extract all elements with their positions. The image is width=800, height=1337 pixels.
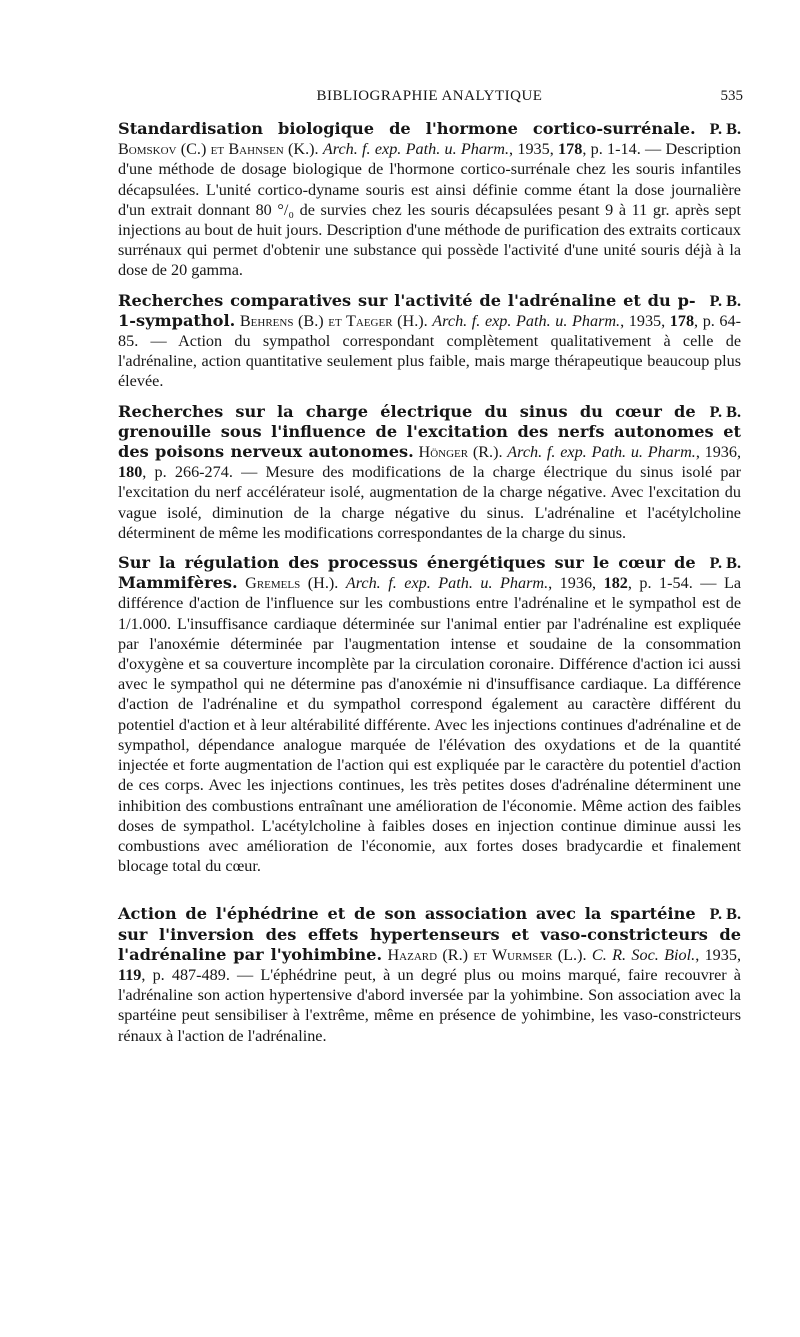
page-number: 535 [720,88,743,104]
bibliography-entry [118,553,741,876]
entry-journal: Arch. f. exp. Path. u. Pharm. [345,574,549,593]
bibliography-entry [118,291,741,392]
entry-title: Sur la régulation des processus énergétiques sur le cœur de Mammifères. [118,553,696,593]
entry-pages: , p. 64-85. [118,311,741,351]
entry-journal: Arch. f. exp. Path. u. Pharm. [432,311,621,330]
entry-abstract: — Description d'une méthode de dosage biologique de l'hormone cortico-surrénale chez les souris infantiles décapsulées. L'unité cortico-dyname souris est ainsi définie comme étant la dose journalière d'un extrait donnant 80 °/₀ de survies chez les souris décapsulées pesant 9 à 11 gr. après sept injections au bout de huit jours. Description d'une méthode de purification des extraits corticaux surrénaux qui permet d'obtenir une substance qui possède l'activité d'une unité souris déjà à la dose de 20 gamma. [118,140,742,280]
entry-year: , 1935, [509,140,559,159]
entry-title: Recherches sur la charge électrique du sinus du cœur de grenouille sous l'influence de l'excitation des nerfs autonomes et des poisons nerveux autonomes. [118,401,741,462]
entry-authors: Gremels (H.). [245,574,339,593]
entry-journal: C. R. Soc. Biol. [591,945,696,964]
entry-pages: , p. 487-489. [141,965,230,984]
entry-authors: Hazard (R.) et Wurmser (L.). [387,945,587,964]
bibliography-entry [118,402,741,543]
entry-title: Action de l'éphédrine et de son association avec la spartéine sur l'inversion des effets hypertenseurs et vaso-constricteurs de l'adrénaline par l'yohimbine. [118,904,741,964]
entry-signature: P. B. [709,291,741,310]
running-head [118,88,741,110]
entry-signature: P. B. [709,905,741,924]
entry-title: Standardisation biologique de l'hormone cortico-surrénale. [118,119,696,138]
entry-journal: Arch. f. exp. Path. u. Pharm. [322,140,510,159]
entry-volume: 178 [669,311,695,330]
entry-pages: , p. 1-54. [627,574,693,593]
entry-volume: 119 [118,965,142,984]
entry-signature: P. B. [709,120,741,138]
entry-volume: 178 [558,140,583,159]
entry-year: , 1936, [695,443,742,462]
bibliography-entry [118,119,741,281]
entry-volume: 182 [603,574,628,593]
entry-volume: 180 [118,463,143,482]
entry-title: Recherches comparatives sur l'activité de l'adrénaline et du p-1-sympathol. [118,290,696,330]
entry-abstract: — Action du sympathol correspondant complètement qualitativement à celle de l'adrénaline, action quantitative seulement plus faible, mais marge thérapeutique beaucoup plus élevée. [118,332,741,391]
entry-signature: P. B. [709,554,741,573]
entry-abstract: — Mesure des modifications de la charge électrique du sinus isolé par l'excitation du nerf accélérateur isolé, augmentation de la charge négative. Avec l'excitation du vague isolé, diminution de la charge négative du sinus. L'adrénaline et l'acétylcholine déterminent de même les modifications correspondantes de la charge du sinus. [118,463,742,542]
running-title: BIBLIOGRAPHIE ANALYTIQUE [316,88,543,104]
entry-journal: Arch. f. exp. Path. u. Pharm. [507,443,696,462]
bibliography-entry [118,904,741,1045]
entry-pages: , p. 266-274. [142,463,233,482]
entry-authors: Bomskov (C.) et Bahnsen (K.). [118,140,319,159]
entry-pages: , p. 1-14. [582,140,641,159]
entry-authors: Hönger (R.). [418,443,503,462]
entry-authors: Behrens (B.) et Taeger (H.). [239,311,428,330]
entry-abstract: — La différence d'action de l'influence sur les combustions entre l'adrénaline et le sympathol est de 1/1.000. L'insuffisance cardiaque déterminée sur l'animal entier par l'adrénaline est expliquée par l'anoxémie déterminée par l'augmentation intense et soudaine de la consommation d'oxygène et sa couverture incomplète par la circulation coronaire. Différence d'action ici aussi avec le sympathol qui ne détermine pas d'anoxémie ni d'insuffisance cardiaque. La différence d'action de l'adrénaline et du sympathol correspond également au caractère différent du potentiel d'action et à leur altérabilité différente. Avec les injections continues d'adrénaline et de sympathol, dépendance analogue marquée de l'élévation des oxydations et de la quantité injectée et forte augmentation de l'action qui est expliquée par le caractère du potentiel d'action de ces corps. Avec les injections continues, les très petites doses d'adrénaline déterminent une inhibition des combustions entraînant une amélioration de l'économie. Même action des faibles doses de sympathol. L'acétylcholine à faibles doses en injection continue diminue aussi les combustions avec amélioration de l'économie, aux fortes doses bradycardie et finalement blocage total du cœur. [118,574,742,876]
entry-abstract: — L'éphédrine peut, à un degré plus ou moins marqué, faire recouvrer à l'adrénaline son action hypertensive d'abord inversée par la yohimbine. Son association avec la spartéine peut sensibiliser à l'extrême, même en présence de yohimbine, les vaso-constricteurs rénaux à l'action de l'adrénaline. [118,965,741,1045]
page [118,88,741,1046]
entry-signature: P. B. [709,402,741,421]
entry-year: , 1935, [695,945,742,964]
entry-year: , 1935, [620,311,670,330]
entry-year: , 1936, [548,574,604,593]
